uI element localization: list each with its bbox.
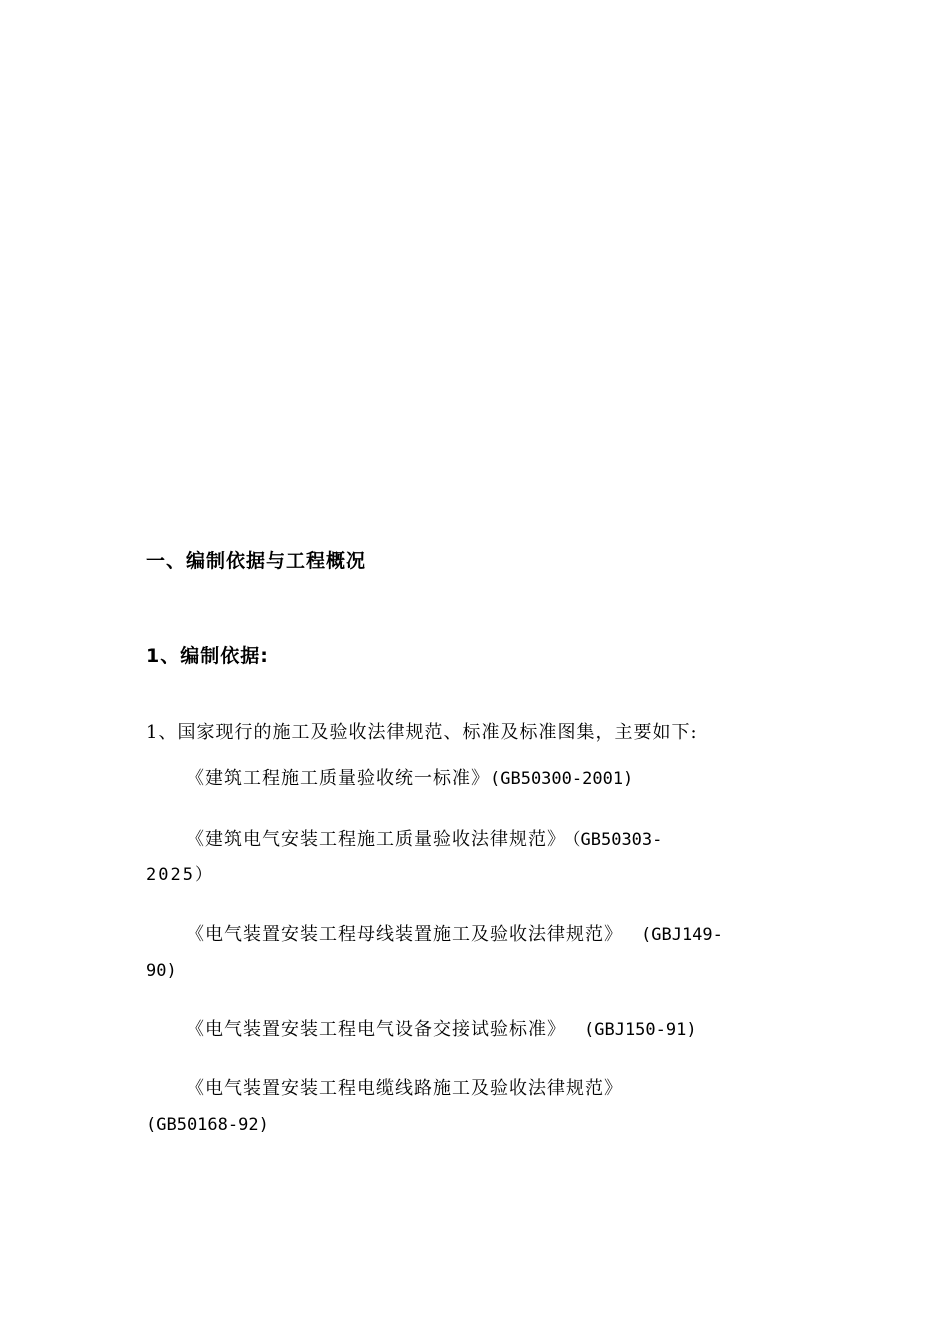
standard-code: (GB50300-2001) [490, 769, 634, 789]
standard-title: 《电气装置安装工程母线装置施工及验收法律规范》 [186, 924, 623, 945]
standard-item [186, 924, 723, 946]
intro-line: 1、国家现行的施工及验收法律规范、标准及标准图集，主要如下: [146, 722, 698, 743]
standard-item [186, 1078, 623, 1100]
subsection-heading: 1、编制依据: [146, 645, 269, 667]
standard-code: (GBJ150-91) [584, 1020, 697, 1040]
section-heading: 一、编制依据与工程概况 [146, 550, 367, 572]
standard-item [186, 1019, 697, 1041]
standard-code: （GB50303- [572, 830, 663, 850]
standard-title: 《建筑工程施工质量验收统一标准》 [186, 768, 490, 789]
standard-item [186, 829, 662, 851]
standard-title: 《电气装置安装工程电缆线路施工及验收法律规范》 [186, 1078, 623, 1099]
standard-item [186, 768, 633, 790]
standard-code-continuation: 2025） [146, 865, 214, 885]
standard-code: (GBJ149- [641, 925, 723, 945]
standard-title: 《建筑电气安装工程施工质量验收法律规范》 [186, 829, 566, 850]
standard-code-continuation: (GB50168-92) [146, 1115, 269, 1135]
standard-title: 《电气装置安装工程电气设备交接试验标准》 [186, 1019, 566, 1040]
standard-code-continuation: 90) [146, 961, 177, 981]
